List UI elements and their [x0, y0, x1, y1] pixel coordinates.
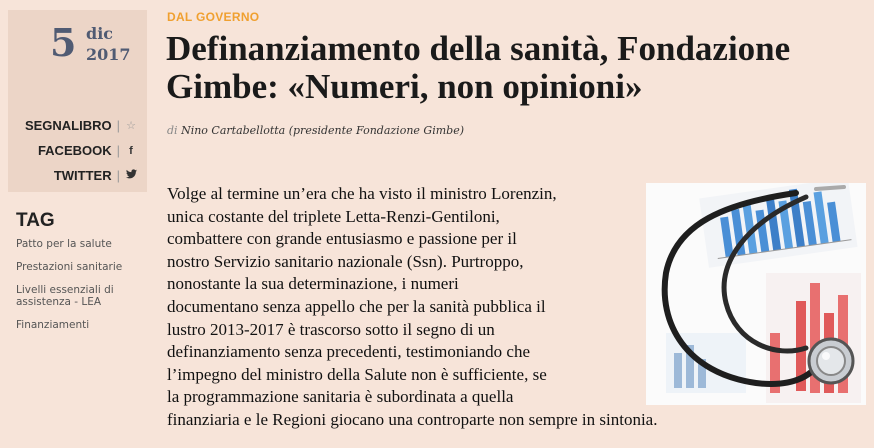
twitter-icon	[125, 169, 137, 182]
body-line: documentano senza appello che per la sanità pubblica il	[167, 296, 546, 316]
tag-link[interactable]: Finanziamenti	[16, 319, 90, 331]
body-line: definanziamento senza precedenti, testimoniando che	[167, 342, 530, 362]
bookmark-label: SEGNALIBRO	[24, 118, 112, 133]
separator: |	[116, 143, 120, 158]
date-day: 5	[50, 20, 77, 65]
facebook-icon: f	[129, 144, 133, 157]
twitter-label: TWITTER	[53, 168, 112, 183]
body-line: lustro 2013-2017 è trascorso sotto il segno di un	[167, 319, 495, 339]
tag-heading: TAG	[16, 210, 55, 231]
date-year: 2017	[86, 45, 131, 64]
share-list	[8, 113, 147, 188]
body-line: combattere con grande entusiasmo e passione per il	[167, 229, 517, 249]
body-line: unica costante del triplete Letta-Renzi-Gentiloni,	[167, 206, 500, 226]
facebook-button[interactable]	[8, 138, 147, 163]
author-name: Nino Cartabellotta (presidente Fondazione Gimbe)	[181, 124, 464, 137]
tag-list	[16, 238, 141, 342]
body-line: l’impegno del ministro della Salute non è sufficiente, se	[167, 364, 547, 384]
body-line: nostro Servizio sanitario nazionale (Ssn). Purtroppo,	[167, 251, 524, 271]
tag-link[interactable]: Patto per la salute	[16, 238, 112, 250]
body-line: Volge al termine un’era che ha visto il ministro Lorenzin,	[167, 184, 557, 203]
body-line: nonostante la sua determinazione, i numeri	[167, 274, 459, 294]
byline	[167, 124, 464, 137]
article-title: Definanziamento della sanità, Fondazione Gimbe: «Numeri, non opinioni»	[166, 29, 791, 106]
separator: |	[116, 118, 120, 133]
star-icon: ☆	[126, 120, 136, 132]
body-line: finanziaria e le Regioni giocano una controparte non sempre in sintonia.	[167, 409, 658, 429]
body-line: la programmazione sanitaria è subordinata a quella	[167, 387, 514, 407]
separator: |	[116, 168, 120, 183]
twitter-button[interactable]	[8, 163, 147, 188]
date-share-box	[8, 10, 147, 192]
byline-prefix: di	[167, 124, 178, 137]
article-photo	[646, 183, 866, 405]
tag-link[interactable]: Prestazioni sanitarie	[16, 261, 123, 273]
stethoscope-chart-image	[646, 183, 866, 405]
bookmark-button[interactable]	[8, 113, 147, 138]
date-month: dic	[86, 24, 114, 43]
facebook-label: FACEBOOK	[37, 143, 112, 158]
article-body	[167, 183, 658, 432]
section-kicker[interactable]: DAL GOVERNO	[167, 10, 260, 24]
tag-link[interactable]: Livelli essenziali di assistenza - LEA	[16, 284, 114, 308]
